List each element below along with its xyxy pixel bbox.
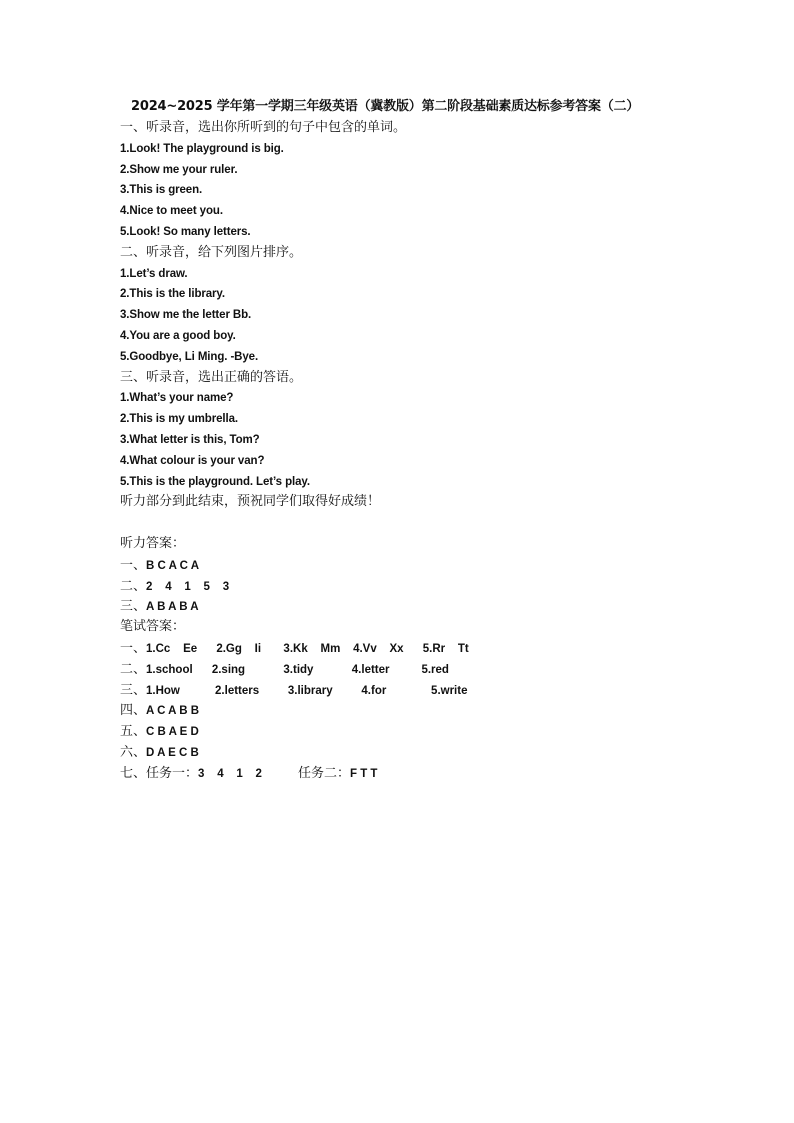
section-3-item-1: 1.What’s your name?	[120, 392, 234, 405]
section-2-item-1: 1.Let’s draw.	[120, 267, 188, 280]
task-2-value: F T T	[349, 767, 378, 780]
answer-value: 1.school 2.sing 3.tidy 4.letter 5.red	[146, 663, 449, 676]
listening-answer-row-1	[120, 555, 680, 576]
written-answer-row-4	[120, 700, 680, 721]
section-2-heading: 二、听录音，给下列图片排序。	[120, 244, 303, 260]
listening-answers-heading: 听力答案：	[120, 535, 186, 551]
answer-lead: 五、	[120, 724, 147, 740]
section-1-item-1: 1.Look! The playground is big.	[120, 142, 284, 155]
answer-value: 1.How 2.letters 3.library 4.for 5.write	[146, 684, 468, 697]
answer-lead: 一、	[120, 640, 147, 656]
section-2-item-2: 2.This is the library.	[120, 288, 225, 301]
answer-value: 2 4 1 5 3	[146, 580, 230, 593]
answer-lead: 一、	[120, 557, 147, 573]
section-1-item-5: 5.Look! So many letters.	[120, 225, 251, 238]
answer-value: B C A C A	[146, 559, 200, 572]
answer-value: A B A B A	[146, 601, 199, 614]
section-2-item-5: 5.Goodbye, Li Ming. -Bye.	[120, 350, 259, 363]
answer-lead: 二、	[120, 661, 147, 677]
answer-value: C B A E D	[146, 726, 199, 739]
section-3-item-5: 5.This is the playground. Let’s play.	[120, 475, 310, 488]
answer-value: D A E C B	[146, 746, 199, 759]
answer-lead: 三、	[120, 599, 147, 615]
section-3-heading: 三、听录音，选出正确的答语。	[120, 369, 303, 385]
answer-lead: 二、	[120, 578, 147, 594]
written-answers-heading: 笔试答案：	[120, 619, 186, 635]
task-1-label: 任务一：	[146, 765, 199, 781]
answer-value: A C A B B	[146, 705, 200, 718]
section-1-item-4: 4.Nice to meet you.	[120, 205, 223, 218]
spacer	[120, 513, 680, 534]
written-answer-row-5	[120, 721, 680, 742]
written-answer-row-2	[120, 659, 680, 680]
section-1-item-3: 3.This is green.	[120, 184, 203, 197]
written-answer-row-6	[120, 742, 680, 763]
answer-lead: 四、	[120, 703, 147, 719]
answer-value: 1.Cc Ee 2.Gg Ii 3.Kk Mm 4.Vv Xx 5.Rr Tt	[146, 642, 469, 655]
section-1-heading: 一、听录音，选出你所听到的句子中包含的单词。	[120, 120, 407, 135]
document-body	[120, 118, 680, 784]
section-3-item-4: 4.What colour is your van?	[120, 454, 265, 467]
written-answer-row-1	[120, 638, 680, 659]
section-2-item-4: 4.You are a good boy.	[120, 329, 236, 342]
task-2-label: 任务二：	[297, 765, 350, 781]
answer-lead: 三、	[120, 682, 147, 698]
written-answer-row-3	[120, 680, 680, 701]
written-answer-row-7	[120, 763, 680, 784]
closing-note: 听力部分到此结束，预祝同学们取得好成绩！	[120, 494, 381, 510]
document-title: 2024~2025 学年第一学期三年级英语（冀教版）第二阶段基础素质达标参考答案（二）	[131, 99, 640, 114]
section-1-item-2: 2.Show me your ruler.	[120, 163, 238, 176]
listening-answer-row-2	[120, 576, 680, 597]
section-3-item-3: 3.What letter is this, Tom?	[120, 433, 260, 446]
listening-answer-row-3	[120, 596, 680, 617]
task-1-value: 3 4 1 2	[198, 767, 262, 780]
section-2-item-3: 3.Show me the letter Bb.	[120, 309, 252, 322]
answer-lead: 六、	[120, 744, 147, 760]
section-3-item-2: 2.This is my umbrella.	[120, 413, 238, 426]
answer-lead: 七、	[120, 765, 147, 781]
